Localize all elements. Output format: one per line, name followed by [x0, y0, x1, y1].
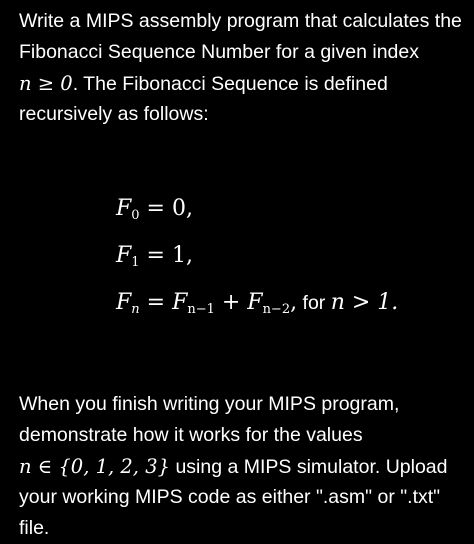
- values-set-math: n ∈ {0, 1, 2, 3}: [19, 455, 171, 478]
- outro-line-2: demonstrate how it works for the values: [19, 424, 363, 446]
- intro-line-3-text: . The Fibonacci Sequence is defined: [72, 73, 388, 95]
- fn-symbol: F: [116, 290, 132, 315]
- fn-term1-symbol: F: [172, 290, 188, 315]
- f1-symbol: F: [116, 243, 132, 268]
- equation-f0: [116, 196, 193, 223]
- index-condition-math: n ≥ 0: [19, 72, 73, 95]
- f1-rhs: = 1,: [139, 243, 193, 268]
- fn-equals: =: [139, 290, 173, 315]
- fn-for-text: for: [297, 292, 331, 314]
- intro-line-4: recursively as follows:: [19, 103, 209, 125]
- fn-subscript: n: [131, 302, 140, 317]
- outro-line-5: file.: [19, 517, 50, 539]
- fn-term2-symbol: F: [247, 290, 263, 315]
- outro-line-1: When you finish writing your MIPS program,: [19, 393, 400, 415]
- intro-paragraph: [19, 6, 462, 130]
- f0-symbol: F: [116, 196, 132, 221]
- intro-line-3: [19, 68, 462, 99]
- outro-line-4: your working MIPS code as either ".asm" or ".txt": [19, 486, 441, 508]
- outro-paragraph: [19, 389, 448, 544]
- outro-line-3: [19, 451, 448, 482]
- fn-term1-subscript: n−1: [187, 302, 215, 317]
- intro-line-1: Write a MIPS assembly program that calculates the: [19, 10, 462, 32]
- f0-rhs: = 0,: [139, 196, 193, 221]
- fn-condition: n > 1.: [330, 290, 399, 315]
- equation-f1: [116, 243, 193, 270]
- fn-plus: +: [214, 290, 248, 315]
- fn-term2-subscript: n−2: [262, 302, 291, 317]
- f1-subscript: 1: [131, 255, 140, 270]
- f0-subscript: 0: [131, 208, 140, 223]
- equation-fn: [116, 290, 398, 317]
- intro-line-2: Fibonacci Sequence Number for a given index: [19, 41, 419, 63]
- outro-line-3-text: using a MIPS simulator. Upload: [170, 456, 448, 478]
- fn-comma: ,: [290, 290, 298, 315]
